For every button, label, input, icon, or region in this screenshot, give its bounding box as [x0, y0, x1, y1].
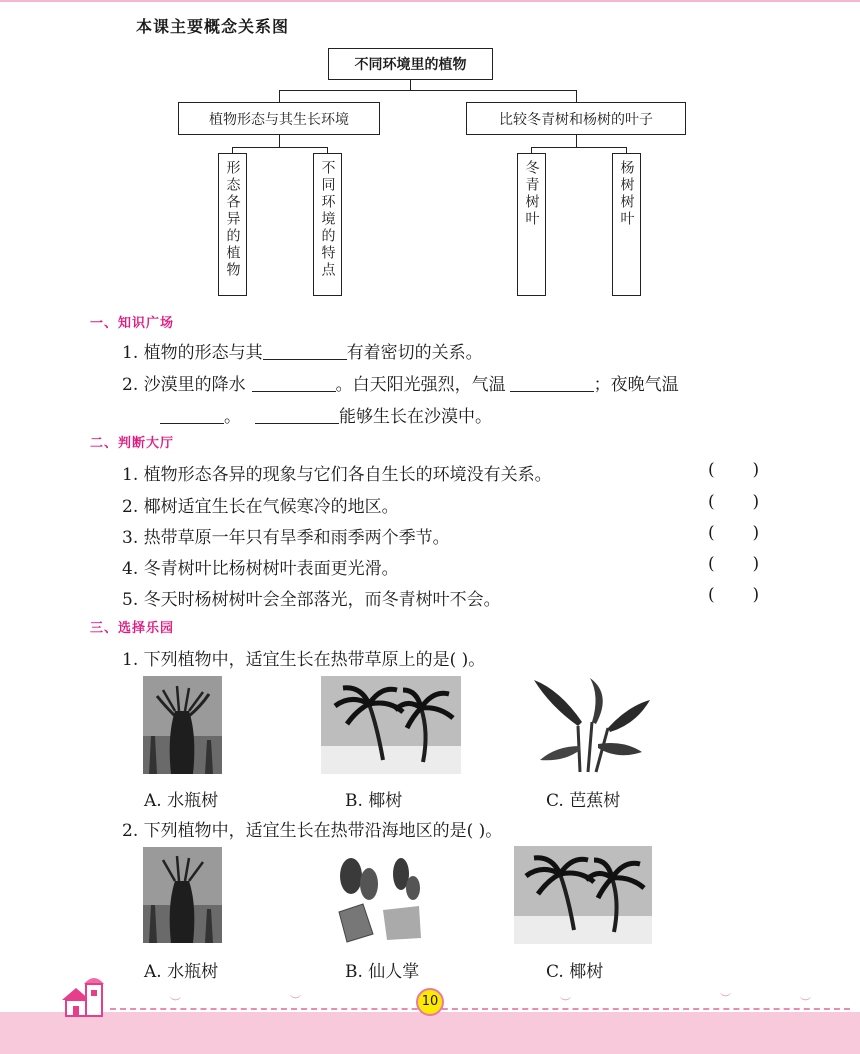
- house-icon: [58, 970, 114, 1024]
- judge-question: 4. 冬青树叶比杨树树叶表面更光滑。: [122, 559, 399, 579]
- answer-blank[interactable]: [255, 407, 339, 424]
- section-title: 一、知识广场: [90, 316, 175, 331]
- judge-question: 5. 冬天时杨树树叶会全部落光，而冬青树叶不会。: [122, 590, 501, 610]
- connector: [531, 147, 627, 148]
- answer-parentheses[interactable]: ( ): [708, 492, 760, 512]
- connector: [279, 90, 280, 102]
- answer-parentheses[interactable]: ( ): [708, 585, 760, 605]
- connector: [279, 135, 280, 147]
- connector: [410, 80, 411, 90]
- diagram-leaf-node: 冬青树叶: [517, 153, 546, 296]
- connector: [232, 147, 328, 148]
- choice-question: 1. 下列植物中，适宜生长在热带草原上的是( )。: [122, 650, 486, 670]
- page-number: 10: [416, 988, 444, 1016]
- diagram-left-node: 植物形态与其生长环境: [178, 102, 380, 135]
- option-label[interactable]: A. 水瓶树: [144, 962, 219, 982]
- judge-question: 2. 椰树适宜生长在气候寒冷的地区。: [122, 497, 399, 517]
- answer-blank[interactable]: [160, 407, 224, 424]
- top-border: [0, 0, 860, 2]
- footer-dashed-line: [110, 1008, 850, 1010]
- bird-icon: ︶: [560, 996, 571, 1009]
- page-heading: 本课主要概念关系图: [136, 17, 290, 36]
- coconut-palm-image: [321, 676, 461, 774]
- coconut-palm-image: [514, 846, 652, 944]
- banana-plant-image: [520, 676, 656, 774]
- question-text: ；夜晚气温: [593, 375, 679, 395]
- answer-parentheses[interactable]: ( ): [708, 460, 760, 480]
- answer-blank[interactable]: [510, 375, 594, 392]
- answer-blank[interactable]: [252, 375, 336, 392]
- connector: [576, 90, 577, 102]
- section-title: 二、判断大厅: [90, 436, 175, 451]
- judge-question: 3. 热带草原一年只有旱季和雨季两个季节。: [122, 528, 450, 548]
- fill-question: [122, 370, 679, 395]
- question-text: 。白天阳光强烈，气温: [335, 375, 506, 395]
- connector: [576, 135, 577, 147]
- question-text: 有着密切的关系。: [346, 343, 483, 363]
- option-label[interactable]: B. 椰树: [345, 791, 403, 811]
- choice-question: 2. 下列植物中，适宜生长在热带沿海地区的是( )。: [122, 821, 503, 841]
- option-label[interactable]: C. 芭蕉树: [546, 791, 621, 811]
- section-title: 三、选择乐园: [90, 621, 175, 636]
- footer-band: [0, 1012, 860, 1054]
- answer-parentheses[interactable]: ( ): [708, 554, 760, 574]
- question-text: 2. 沙漠里的降水: [122, 375, 246, 395]
- diagram-right-node: 比较冬青树和杨树的叶子: [466, 102, 686, 135]
- option-label[interactable]: C. 椰树: [546, 962, 604, 982]
- diagram-leaf-node: 杨树树叶: [612, 153, 641, 296]
- bird-icon: ︶: [800, 996, 811, 1009]
- baobab-tree-image: [143, 847, 222, 943]
- judge-question: 1. 植物形态各异的现象与它们各自生长的环境没有关系。: [122, 465, 552, 485]
- bird-icon: ︶: [720, 992, 731, 1005]
- question-text: 能够生长在沙漠中。: [339, 407, 492, 427]
- question-text: 1. 植物的形态与其: [122, 343, 263, 363]
- fill-question: [122, 338, 483, 363]
- answer-parentheses[interactable]: ( ): [708, 523, 760, 543]
- diagram-root-node: 不同环境里的植物: [328, 48, 493, 80]
- diagram-leaf-node: 形态各异的植物: [218, 153, 247, 296]
- answer-blank[interactable]: [263, 343, 347, 360]
- connector: [279, 90, 576, 91]
- option-label[interactable]: B. 仙人掌: [345, 962, 420, 982]
- option-label[interactable]: A. 水瓶树: [144, 791, 219, 811]
- cactus-image: [321, 848, 433, 944]
- diagram-leaf-node: 不同环境的特点: [313, 153, 342, 296]
- baobab-tree-image: [143, 676, 222, 774]
- question-text: 。: [224, 407, 241, 427]
- bird-icon: ︶: [170, 996, 181, 1009]
- bird-icon: ︶: [290, 994, 301, 1007]
- fill-question-cont: [160, 402, 492, 427]
